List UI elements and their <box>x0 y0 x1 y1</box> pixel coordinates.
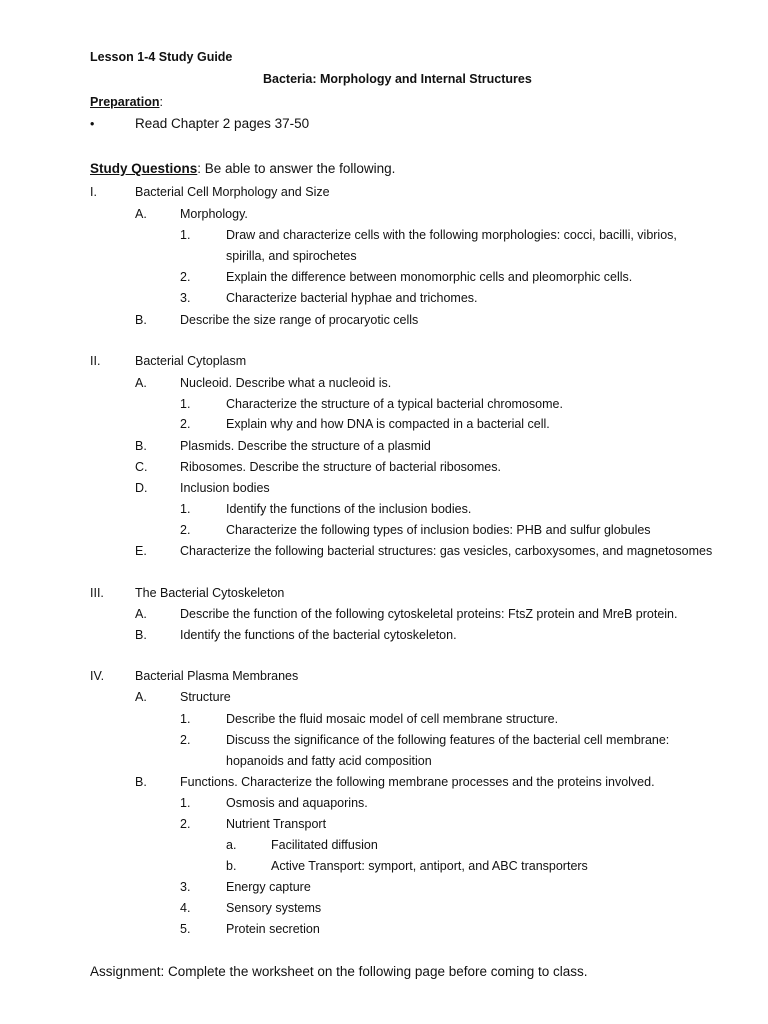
item-marker: 2. <box>180 733 191 747</box>
list-item: Plasmids. Describe the structure of a plasmid <box>180 439 431 453</box>
list-item: Identify the functions of the inclusion bodies. <box>226 502 472 516</box>
item-marker: B. <box>135 628 147 642</box>
list-item: Energy capture <box>226 880 311 894</box>
item-marker: A. <box>135 376 147 390</box>
list-item: Active Transport: symport, antiport, and ABC transporters <box>271 859 588 873</box>
section-marker: I. <box>90 185 97 199</box>
list-item: Functions. Characterize the following membrane processes and the proteins involved. <box>180 775 655 789</box>
item-marker: 1. <box>180 796 191 810</box>
list-item: Osmosis and aquaporins. <box>226 796 368 810</box>
section-marker: IV. <box>90 669 105 683</box>
item-marker: B. <box>135 775 147 789</box>
list-item: Inclusion bodies <box>180 481 270 495</box>
list-item: Characterize the following types of inclusion bodies: PHB and sulfur globules <box>226 523 651 537</box>
list-item: Structure <box>180 690 231 704</box>
item-marker: 1. <box>180 502 191 516</box>
item-marker: 4. <box>180 901 191 915</box>
list-item: Facilitated diffusion <box>271 838 378 852</box>
item-marker: A. <box>135 207 147 221</box>
item-marker: B. <box>135 313 147 327</box>
list-item: Describe the size range of procaryotic cells <box>180 313 419 327</box>
item-marker: 1. <box>180 397 191 411</box>
list-item: Characterize bacterial hyphae and trichomes. <box>226 291 478 305</box>
study-questions-intro: : Be able to answer the following. <box>197 161 396 176</box>
item-marker: D. <box>135 481 148 495</box>
list-item: Identify the functions of the bacterial cytoskeleton. <box>180 628 457 642</box>
item-marker: 2. <box>180 417 191 431</box>
list-item: Describe the function of the following cytoskeletal proteins: FtsZ protein and MreB protein. <box>180 607 678 621</box>
item-marker: C. <box>135 460 148 474</box>
list-item: Characterize the structure of a typical bacterial chromosome. <box>226 397 563 411</box>
section-title: Bacterial Cytoplasm <box>135 354 247 368</box>
list-item: Discuss the significance of the following features of the bacterial cell membrane: <box>226 733 670 747</box>
item-marker: 1. <box>180 712 191 726</box>
list-item: Nutrient Transport <box>226 817 327 831</box>
item-marker: 1. <box>180 228 191 242</box>
list-item: Morphology. <box>180 207 248 221</box>
item-marker: A. <box>135 607 147 621</box>
lesson-title: Lesson 1-4 Study Guide <box>90 50 233 64</box>
list-item: Characterize the following bacterial structures: gas vesicles, carboxysomes, and magnetosomes <box>180 544 713 558</box>
item-marker: 2. <box>180 817 191 831</box>
list-item: Protein secretion <box>226 922 320 936</box>
item-marker: 5. <box>180 922 191 936</box>
assignment-note: Assignment: Complete the worksheet on the following page before coming to class. <box>90 964 588 979</box>
section-marker: III. <box>90 586 104 600</box>
list-item-continued: spirilla, and spirochetes <box>226 249 357 263</box>
preparation-item: Read Chapter 2 pages 37-50 <box>135 116 310 131</box>
list-item: Describe the fluid mosaic model of cell membrane structure. <box>226 712 559 726</box>
section-marker: II. <box>90 354 101 368</box>
list-item: Ribosomes. Describe the structure of bacterial ribosomes. <box>180 460 501 474</box>
list-item: Draw and characterize cells with the following morphologies: cocci, bacilli, vibrios, <box>226 228 677 242</box>
item-marker: B. <box>135 439 147 453</box>
list-item: Sensory systems <box>226 901 322 915</box>
item-marker: A. <box>135 690 147 704</box>
item-marker: a. <box>226 838 237 852</box>
study-questions-label: Study Questions <box>90 161 198 176</box>
item-marker: b. <box>226 859 237 873</box>
item-marker: 3. <box>180 291 191 305</box>
study-questions-heading <box>90 161 395 177</box>
main-title: Bacteria: Morphology and Internal Structures <box>263 72 532 86</box>
item-marker: 2. <box>180 270 191 284</box>
list-item: Explain why and how DNA is compacted in a bacterial cell. <box>226 417 550 431</box>
preparation-label: Preparation <box>90 95 160 109</box>
preparation-colon: : <box>159 95 163 109</box>
item-marker: 2. <box>180 523 191 537</box>
list-item: Nucleoid. Describe what a nucleoid is. <box>180 376 392 390</box>
preparation-heading <box>90 94 163 110</box>
list-item: Explain the difference between monomorphic cells and pleomorphic cells. <box>226 270 633 284</box>
section-title: The Bacterial Cytoskeleton <box>135 586 285 600</box>
list-item-continued: hopanoids and fatty acid composition <box>226 754 432 768</box>
section-title: Bacterial Cell Morphology and Size <box>135 185 330 199</box>
item-marker: 3. <box>180 880 191 894</box>
item-marker: E. <box>135 544 147 558</box>
section-title: Bacterial Plasma Membranes <box>135 669 299 683</box>
bullet-marker: • <box>90 117 95 131</box>
